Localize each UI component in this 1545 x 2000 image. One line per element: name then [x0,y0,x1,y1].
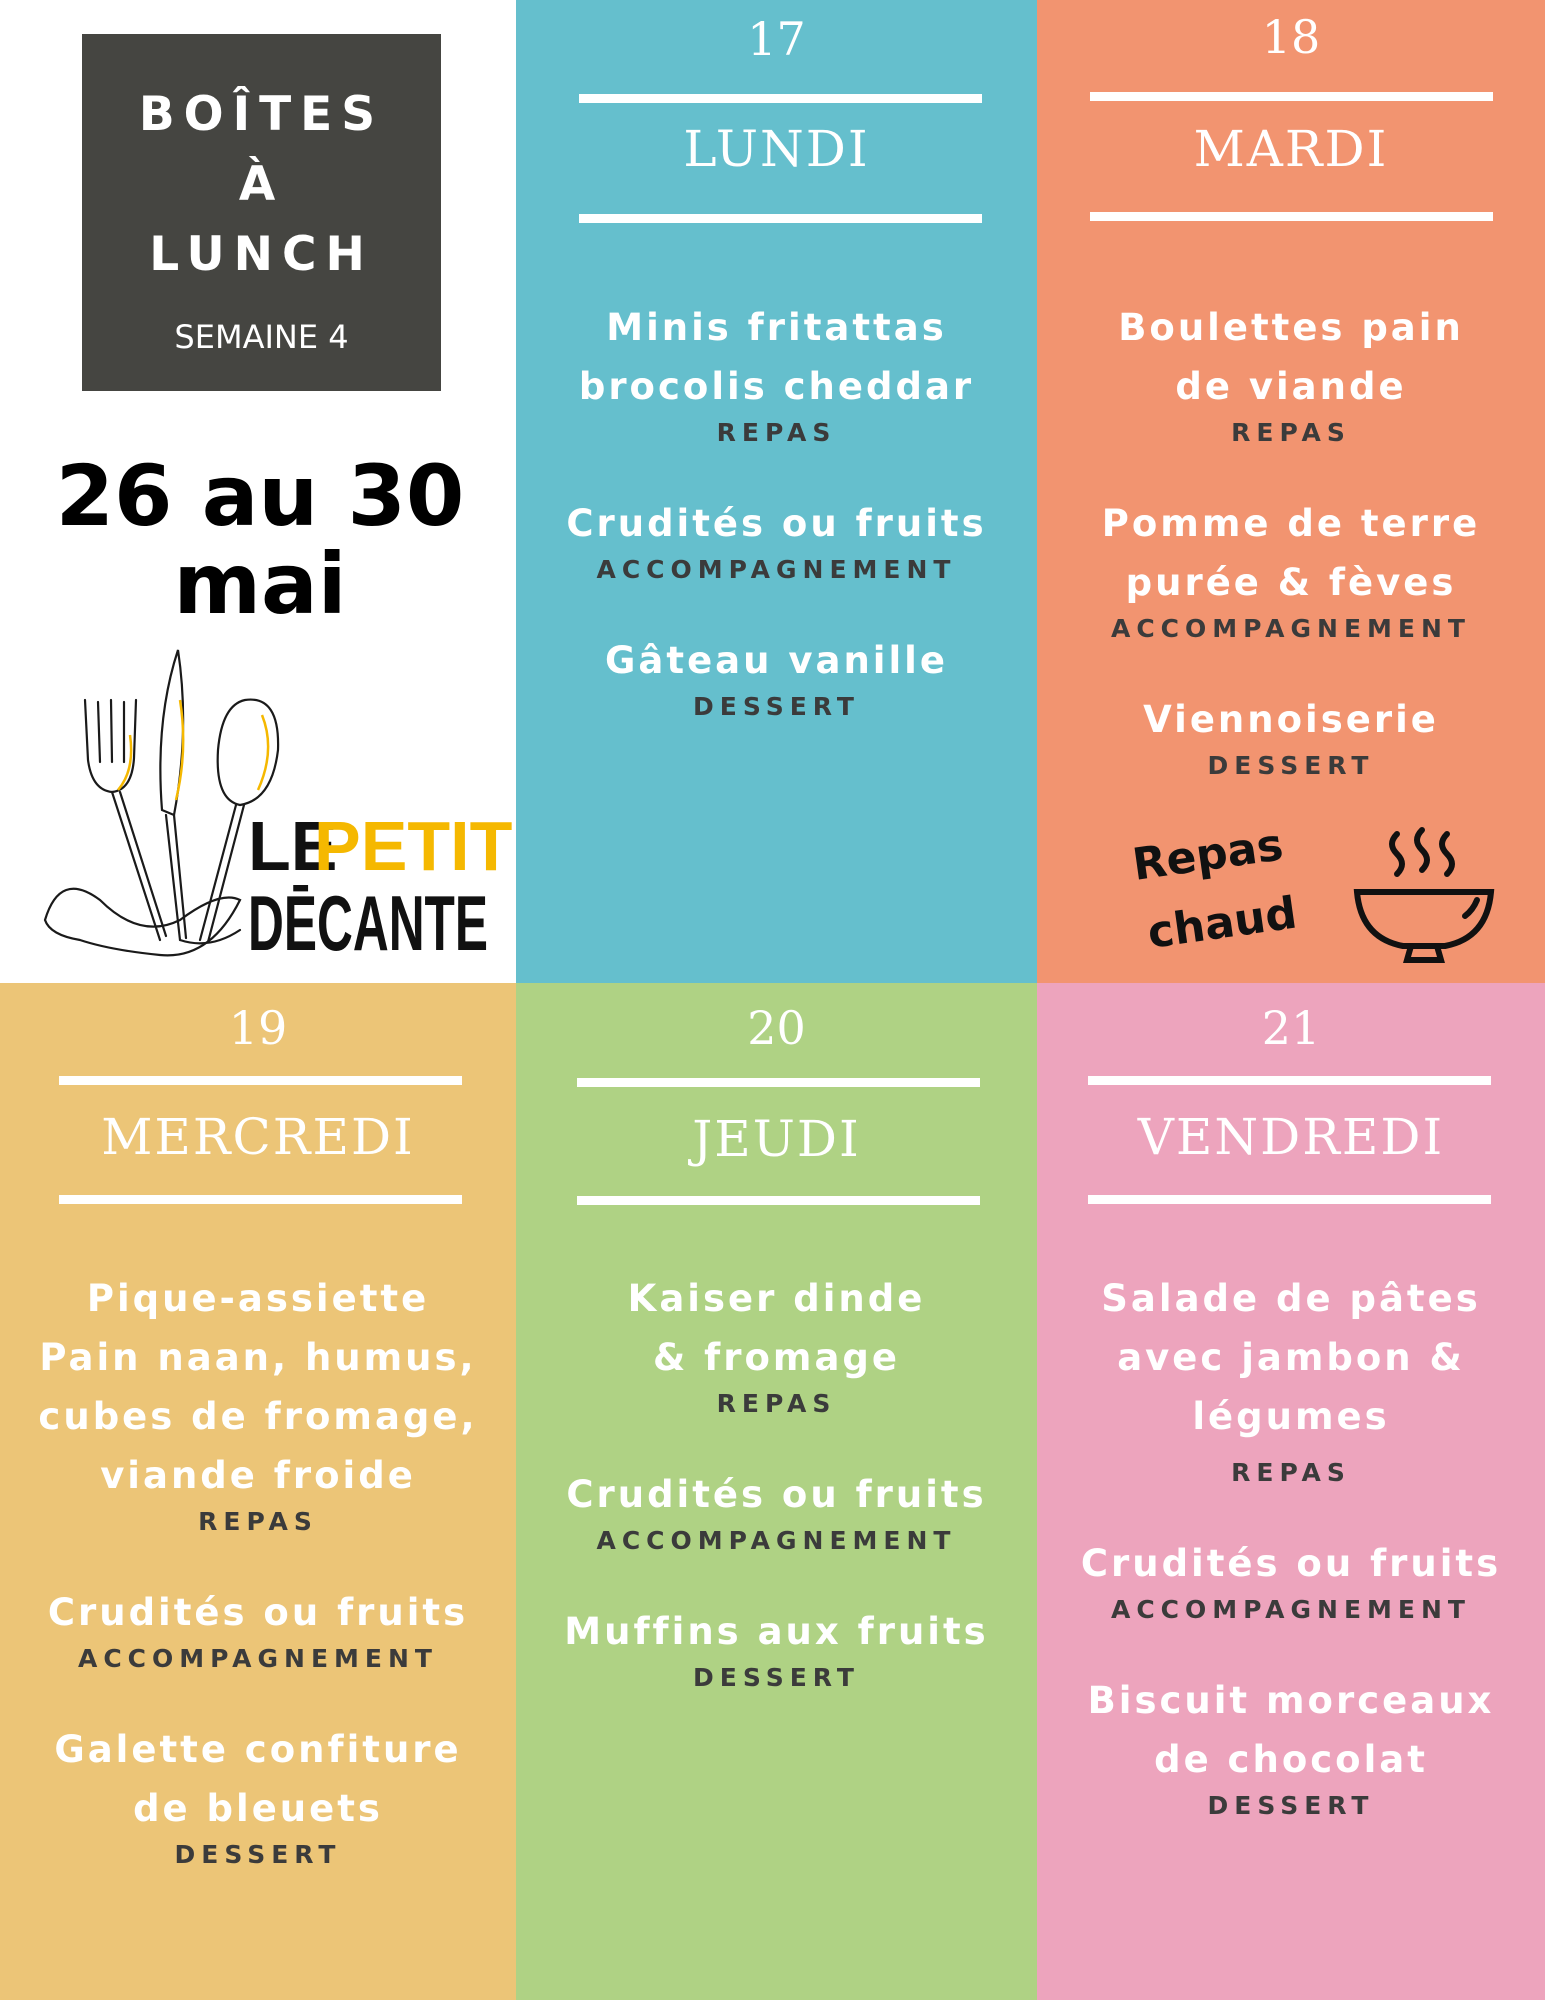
dessert-line: Muffins aux fruits [564,1610,989,1653]
date-range-line-1: 26 au 30 [55,447,465,545]
title-box [82,34,441,391]
side-label: ACCOMPAGNEMENT [1110,1595,1471,1624]
side-line: Pomme de terre [1101,502,1481,545]
side-label: ACCOMPAGNEMENT [596,1526,957,1555]
day-number: 21 [1261,1001,1321,1055]
logo-word-decante: DĒCANTE [248,879,488,967]
dessert-label: DESSERT [1207,751,1375,780]
divider-top [1088,1076,1491,1085]
title-panel [0,0,516,983]
date-range-line-2: mai [173,535,347,633]
side-label: ACCOMPAGNEMENT [1110,614,1471,643]
divider-top [579,94,982,103]
divider-bottom [59,1195,462,1204]
day-name: VENDREDI [1137,1108,1445,1166]
meal-line: avec jambon & [1117,1336,1465,1379]
dessert-label: DESSERT [174,1840,342,1869]
side-line: Crudités ou fruits [1080,1542,1502,1585]
day-name: MARDI [1193,120,1389,178]
title-line-2: À [238,157,285,212]
meal-line: cubes de fromage, [38,1395,478,1438]
dessert-label: DESSERT [693,692,860,721]
hot-meal-text-1: Repas [1129,819,1287,891]
divider-bottom [577,1196,980,1205]
side-line: Crudités ou fruits [47,1591,469,1634]
menu-list [516,1269,1037,1695]
meal-line: viande froide [100,1454,416,1497]
menu-list [0,1269,516,1872]
logo-word-petit: PETIT [314,807,513,885]
meal-line: Kaiser dinde [627,1277,926,1320]
divider-top [577,1078,980,1087]
title-line-3: LUNCH [149,227,374,282]
meal-label: REPAS [1231,418,1351,447]
meal-label: REPAS [198,1507,318,1536]
cutlery-icon [45,650,278,955]
day-card-monday [516,0,1037,983]
meal-line: Pique-assiette [86,1277,430,1320]
day-number: 18 [1261,10,1321,64]
side-label: ACCOMPAGNEMENT [77,1644,438,1673]
dessert-line: Biscuit morceaux [1087,1679,1495,1722]
dessert-line: de chocolat [1154,1738,1428,1781]
side-label: ACCOMPAGNEMENT [596,555,957,584]
hot-meal-badge [1125,820,1525,970]
meal-line: de viande [1175,365,1407,408]
meal-label: REPAS [716,418,837,447]
meal-line: légumes [1192,1395,1390,1438]
day-card-wednesday [0,983,516,2000]
divider-bottom [1088,1195,1491,1204]
divider-bottom [579,214,982,223]
day-name: LUNDI [683,120,870,178]
dessert-line: Gâteau vanille [605,639,948,682]
meal-label: REPAS [716,1389,837,1418]
logo-word-le: LE [248,807,338,885]
menu-list [1037,1269,1545,1823]
meal-line: brocolis cheddar [578,365,975,408]
divider-bottom [1090,212,1493,221]
side-line: purée & fèves [1125,561,1457,604]
menu-list [516,298,1037,724]
hot-soup-bowl-icon [1357,830,1491,960]
hot-meal-text-2: chaud [1144,887,1300,959]
side-line: Crudités ou fruits [566,1473,987,1516]
meal-line: Minis fritattas [606,306,947,349]
divider-top [59,1076,462,1085]
dessert-line: de bleuets [133,1787,383,1830]
dessert-line: Galette confiture [54,1728,462,1771]
dessert-label: DESSERT [693,1663,860,1692]
meal-line: & fromage [652,1336,900,1379]
day-name: JEUDI [692,1110,861,1168]
dessert-label: DESSERT [1207,1791,1375,1820]
divider-top [1090,92,1493,101]
dessert-line: Viennoiserie [1143,698,1439,741]
day-number: 17 [747,12,806,66]
day-number: 19 [228,1001,288,1055]
day-card-thursday [516,983,1037,2000]
day-card-friday [1037,983,1545,2000]
date-range [0,447,520,633]
day-name: MERCREDI [101,1108,415,1166]
title-line-1: BOÎTES [138,87,385,142]
day-number: 20 [747,1001,806,1055]
week-label: SEMAINE 4 [174,318,349,356]
meal-line: Salade de pâtes [1101,1277,1481,1320]
menu-list [1037,298,1545,783]
side-line: Crudités ou fruits [566,502,987,545]
meal-line: Boulettes pain [1118,306,1464,349]
meal-line: Pain naan, humus, [39,1336,477,1379]
le-petit-decante-logo [40,640,513,970]
meal-label: REPAS [1231,1458,1351,1487]
